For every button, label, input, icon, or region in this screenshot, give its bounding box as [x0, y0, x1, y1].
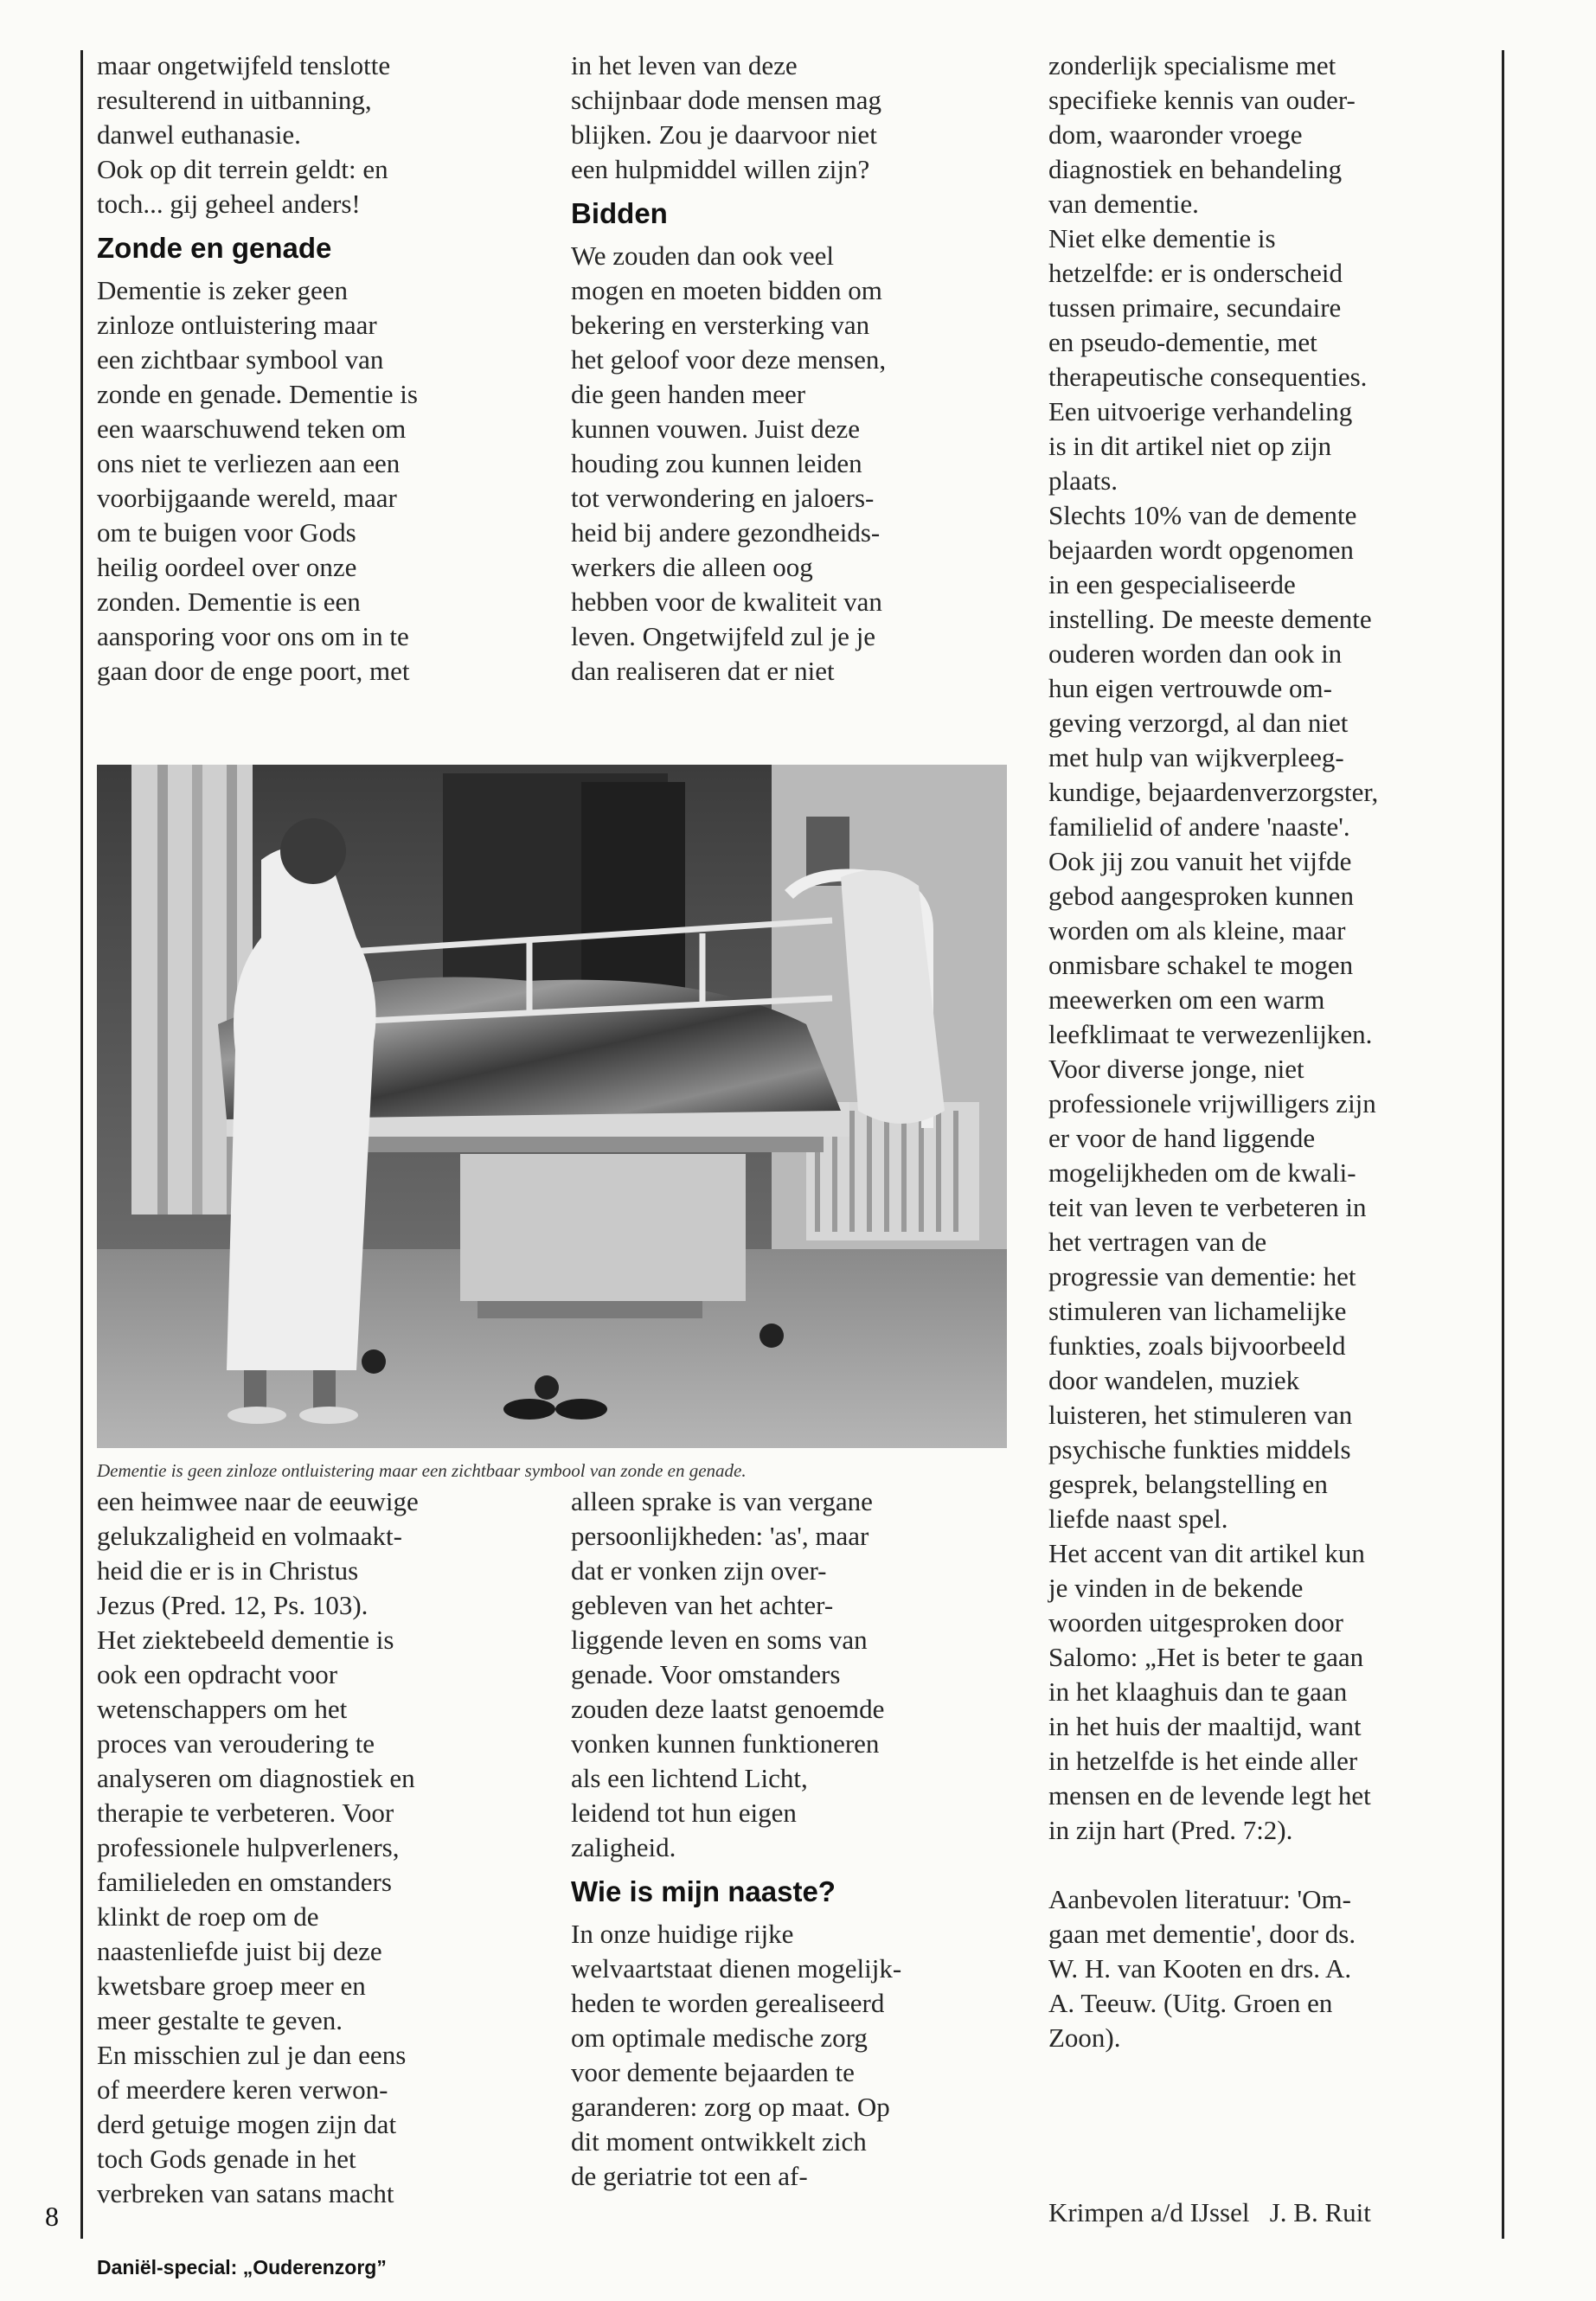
text-line: gesprek, belangstelling en [1048, 1469, 1328, 1499]
text-line: W. H. van Kooten en drs. A. [1048, 1953, 1352, 1984]
text-line: meer gestalte te geven. [97, 2005, 343, 2035]
text-line: Salomo: „Het is beter te gaan [1048, 1642, 1364, 1672]
text-line: hetzelfde: er is onderscheid [1048, 258, 1343, 288]
text-line: een heimwee naar de eeuwige [97, 1486, 419, 1516]
text-line: A. Teeuw. (Uitg. Groen en [1048, 1988, 1333, 2018]
text-line: in het leven van deze [571, 50, 798, 80]
text-line: alleen sprake is van vergane [571, 1486, 873, 1516]
text-line: een hulpmiddel willen zijn? [571, 154, 870, 184]
text-line: voor demente bejaarden te [571, 2057, 855, 2087]
column-rule-left [80, 50, 83, 2239]
text-line: persoonlijkheden: 'as', maar [571, 1521, 869, 1551]
text-line: Ook op dit terrein geldt: en [97, 154, 388, 184]
text-line: gaan door de enge poort, met [97, 656, 410, 686]
text-line: diagnostiek en behandeling [1048, 154, 1343, 184]
text-line: familielid of andere 'naaste'. [1048, 811, 1350, 842]
footer-series-title: Daniël-special: „Ouderenzorg” [97, 2256, 387, 2279]
text-line: garanderen: zorg op maat. Op [571, 2092, 890, 2122]
text-line: mogelijkheden om de kwali- [1048, 1157, 1356, 1188]
text-line: funkties, zoals bijvoorbeeld [1048, 1330, 1346, 1361]
photo-nurse-hospital-bed [97, 765, 1007, 1448]
text-line: mogen en moeten bidden om [571, 275, 882, 305]
text-line: liefde naast spel. [1048, 1503, 1228, 1534]
text-line: toch... gij geheel anders! [97, 189, 361, 219]
column-2-bottom [571, 1484, 1021, 2194]
text-line: de geriatrie tot een af- [571, 2161, 808, 2191]
text-line: met hulp van wijkverpleeg- [1048, 742, 1344, 772]
text-line: onmisbare schakel te mogen [1048, 950, 1354, 980]
text-line: een waarschuwend teken om [97, 413, 407, 444]
text-line: blijken. Zou je daarvoor niet [571, 119, 877, 150]
col1-bottom-lines [97, 1484, 547, 2211]
text-line: Niet elke dementie is [1048, 223, 1276, 253]
text-line: proces van veroudering te [97, 1728, 375, 1759]
text-line: toch Gods genade in het [97, 2144, 356, 2174]
text-line: We zouden dan ook veel [571, 240, 834, 271]
text-line: kwetsbare groep meer en [97, 1971, 366, 2001]
text-line: leven. Ongetwijfeld zul je je [571, 621, 876, 651]
text-line: Slechts 10% van de demente [1048, 500, 1357, 530]
text-line: in hetzelfde is het einde aller [1048, 1746, 1358, 1776]
text-line: zaligheid. [571, 1832, 676, 1862]
text-line: tussen primaire, secundaire [1048, 292, 1342, 323]
text-line: zonden. Dementie is een [97, 586, 361, 617]
text-line: gaan met dementie', door ds. [1048, 1919, 1356, 1949]
text-line: heid bij andere gezondheids- [571, 517, 881, 548]
text-line: gebleven van het achter- [571, 1590, 834, 1620]
col1-zonde-lines [97, 273, 547, 689]
col2-naaste-lines [571, 1917, 1021, 2194]
text-line: analyseren om diagnostiek en [97, 1763, 415, 1793]
text-line: luisteren, het stimuleren van [1048, 1400, 1353, 1430]
text-line: Ook jij zou vanuit het vijfde [1048, 846, 1352, 876]
text-line: van dementie. [1048, 189, 1199, 219]
text-line: het geloof voor deze mensen, [571, 344, 887, 375]
text-line: meewerken om een warm [1048, 984, 1325, 1015]
text-line: bekering en versterking van [571, 310, 870, 340]
text-line: ook een opdracht voor [97, 1659, 338, 1689]
signature-text: Krimpen a/d IJssel J. B. Ruit [1048, 2197, 1371, 2227]
text-line: kundige, bejaardenverzorgster, [1048, 777, 1379, 807]
text-line: welvaartstaat dienen mogelijk- [571, 1953, 902, 1984]
text-line: progressie van dementie: het [1048, 1261, 1356, 1292]
text-line: dit moment ontwikkelt zich [571, 2126, 867, 2157]
text-line: woorden uitgesproken door [1048, 1607, 1343, 1638]
text-line: voorbijgaande wereld, maar [97, 483, 397, 513]
text-line: Een uitvoerige verhandeling [1048, 396, 1353, 426]
text-line: gebod aangesproken kunnen [1048, 881, 1354, 911]
col3-literature-lines [1048, 1882, 1498, 2055]
text-line: naastenliefde juist bij deze [97, 1936, 382, 1966]
text-line: in zijn hart (Pred. 7:2). [1048, 1815, 1293, 1845]
text-line: derd getuige mogen zijn dat [97, 2109, 397, 2139]
text-line: zouden deze laatst genoemde [571, 1694, 885, 1724]
text-line: kunnen vouwen. Juist deze [571, 413, 861, 444]
text-line: zonderlijk specialisme met [1048, 50, 1336, 80]
text-line: of meerdere keren verwon- [97, 2074, 388, 2105]
text-line: In onze huidige rijke [571, 1919, 794, 1949]
text-line: verbreken van satans macht [97, 2178, 394, 2208]
col2-bottom-lines [571, 1484, 1021, 1865]
text-line: een zichtbaar symbool van [97, 344, 384, 375]
heading-wie-is-mijn-naaste: Wie is mijn naaste? [571, 1875, 836, 1907]
text-line: worden om als kleine, maar [1048, 915, 1346, 945]
text-line: professionele vrijwilligers zijn [1048, 1088, 1376, 1118]
heading-bidden: Bidden [571, 197, 668, 229]
text-line: houding zou kunnen leiden [571, 448, 862, 478]
text-line: En misschien zul je dan eens [97, 2040, 407, 2070]
text-line: therapeutische consequenties. [1048, 362, 1368, 392]
text-line: Jezus (Pred. 12, Ps. 103). [97, 1590, 369, 1620]
text-line: als een lichtend Licht, [571, 1763, 808, 1793]
text-line: resulterend in uitbanning, [97, 85, 372, 115]
text-line: therapie te verbeteren. Voor [97, 1798, 394, 1828]
text-line: gelukzaligheid en volmaakt- [97, 1521, 402, 1551]
text-line: schijnbaar dode mensen mag [571, 85, 881, 115]
text-line: het vertragen van de [1048, 1227, 1267, 1257]
text-line: ons niet te verliezen aan een [97, 448, 401, 478]
text-line: klinkt de roep om de [97, 1901, 319, 1932]
text-line: leidend tot hun eigen [571, 1798, 797, 1828]
text-line: zonde en genade. Dementie is [97, 379, 418, 409]
text-line: danwel euthanasie. [97, 119, 301, 150]
col2-top-lines [571, 48, 1021, 187]
text-line: Het accent van dit artikel kun [1048, 1538, 1365, 1568]
text-line: instelling. De meeste demente [1048, 604, 1372, 634]
column-1-top [97, 48, 547, 689]
heading-zonde-en-genade: Zonde en genade [97, 232, 332, 264]
text-line: werkers die alleen oog [571, 552, 813, 582]
text-line: zinloze ontluistering maar [97, 310, 377, 340]
text-line: professionele hulpverleners, [97, 1832, 400, 1862]
text-line: dom, waaronder vroege [1048, 119, 1303, 150]
text-line: in een gespecialiseerde [1048, 569, 1296, 599]
text-line: Aanbevolen literatuur: 'Om- [1048, 1884, 1351, 1914]
text-line: bejaarden wordt opgenomen [1048, 535, 1354, 565]
col3-lines [1048, 48, 1498, 1848]
text-line: in het huis der maaltijd, want [1048, 1711, 1362, 1741]
text-line: psychische funkties middels [1048, 1434, 1351, 1465]
text-line: door wandelen, muziek [1048, 1365, 1300, 1395]
text-line: hebben voor de kwaliteit van [571, 586, 882, 617]
text-line: Voor diverse jonge, niet [1048, 1054, 1304, 1084]
text-line: mensen en de levende legt het [1048, 1780, 1371, 1811]
text-line: dan realiseren dat er niet [571, 656, 835, 686]
text-line: liggende leven en soms van [571, 1625, 868, 1655]
text-line: tot verwondering en jaloers- [571, 483, 875, 513]
column-rule-right [1502, 50, 1504, 2239]
signature [1048, 2195, 1498, 2230]
text-line: familieleden en omstanders [97, 1867, 392, 1897]
text-line: in het klaaghuis dan te gaan [1048, 1676, 1348, 1707]
text-line: hun eigen vertrouwde om- [1048, 673, 1332, 703]
text-line: leefklimaat te verwezenlijken. [1048, 1019, 1373, 1049]
column-1-bottom [97, 1484, 547, 2211]
text-line: Het ziektebeeld dementie is [97, 1625, 394, 1655]
text-line: dat er vonken zijn over- [571, 1555, 827, 1586]
text-line: heden te worden gerealiseerd [571, 1988, 885, 2018]
column-2-top [571, 48, 1021, 689]
page-number: 8 [45, 2201, 59, 2232]
text-line: om optimale medische zorg [571, 2022, 868, 2053]
text-line: Zoon). [1048, 2022, 1121, 2053]
column-3 [1048, 48, 1498, 2055]
text-line: heid die er is in Christus [97, 1555, 359, 1586]
col1-top-lines [97, 48, 547, 221]
text-line: heilig oordeel over onze [97, 552, 357, 582]
text-line: aansporing voor ons om in te [97, 621, 409, 651]
text-line: wetenschappers om het [97, 1694, 348, 1724]
text-line: is in dit artikel niet op zijn [1048, 431, 1332, 461]
text-line: plaats. [1048, 465, 1118, 496]
text-line: die geen handen meer [571, 379, 806, 409]
text-line: er voor de hand liggende [1048, 1123, 1316, 1153]
text-line: ouderen worden dan ook in [1048, 638, 1343, 669]
text-line: teit van leven te verbeteren in [1048, 1192, 1367, 1222]
col2-bidden-lines [571, 239, 1021, 689]
text-line: stimuleren van lichamelijke [1048, 1296, 1347, 1326]
text-line: specifieke kennis van ouder- [1048, 85, 1356, 115]
text-line: je vinden in de bekende [1048, 1573, 1304, 1603]
text-line: maar ongetwijfeld tenslotte [97, 50, 391, 80]
text-line: Dementie is zeker geen [97, 275, 349, 305]
text-line: om te buigen voor Gods [97, 517, 356, 548]
text-line: en pseudo-dementie, met [1048, 327, 1317, 357]
text-line: genade. Voor omstanders [571, 1659, 841, 1689]
photo-caption: Dementie is geen zinloze ontluistering maar een zichtbaar symbool van zonde en genade. [97, 1460, 747, 1481]
text-line: geving verzorgd, al dan niet [1048, 708, 1349, 738]
text-line: vonken kunnen funktioneren [571, 1728, 880, 1759]
